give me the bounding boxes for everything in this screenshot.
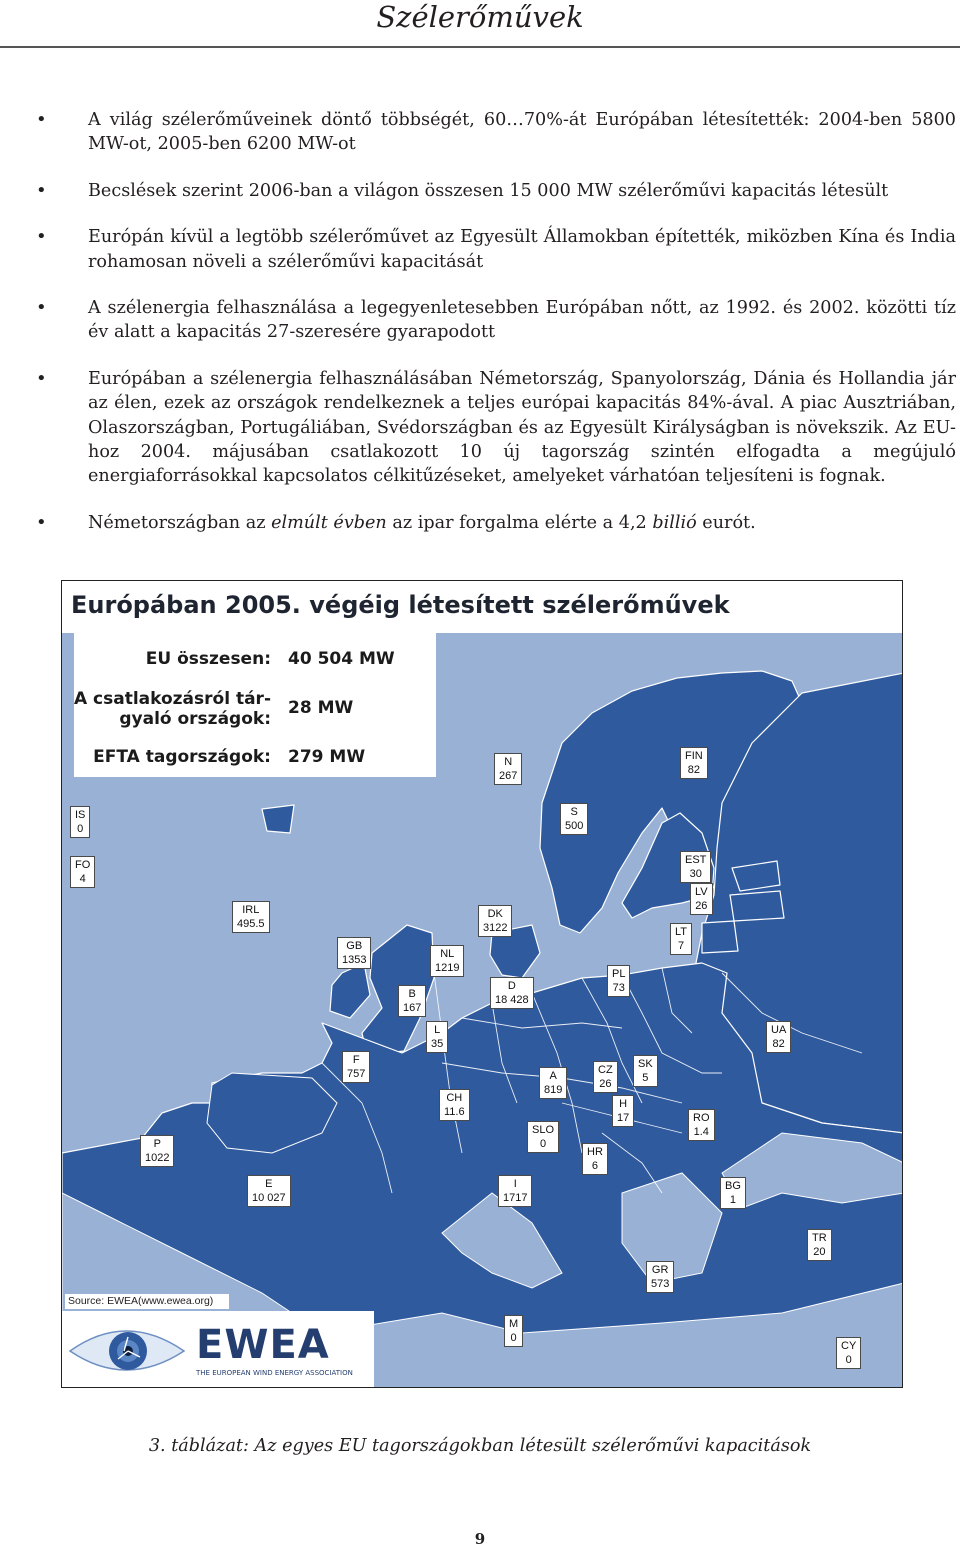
country-code: FO <box>75 859 91 871</box>
country-label-cz <box>593 1061 618 1093</box>
country-code: CY <box>841 1340 857 1352</box>
country-capacity: 819 <box>544 1084 563 1096</box>
europe-wind-map <box>61 580 903 1388</box>
country-code: A <box>549 1070 557 1082</box>
country-code: IS <box>75 809 86 821</box>
country-code: B <box>408 988 416 1000</box>
summary-box <box>74 633 436 777</box>
ewea-logo <box>62 1311 374 1388</box>
bullet-text-em: billió <box>652 512 697 533</box>
country-capacity: 500 <box>565 820 584 832</box>
country-capacity: 267 <box>499 770 518 782</box>
country-capacity: 6 <box>591 1160 598 1172</box>
figure-caption: 3. táblázat: Az egyes EU tagországokban létesült szélerőművi kapacitások <box>148 1436 812 1456</box>
country-capacity: 3122 <box>483 922 508 934</box>
country-code: E <box>265 1178 273 1190</box>
bullet-text-em: elmúlt évben <box>271 512 387 533</box>
candidates-value: 28 MW <box>288 698 354 718</box>
country-label-i <box>498 1175 532 1207</box>
country-capacity: 5 <box>642 1072 649 1084</box>
efta-label: EFTA tagországok: <box>93 747 271 767</box>
country-label-cy <box>836 1337 861 1369</box>
country-label-hr <box>582 1143 608 1175</box>
bullet-item: • A világ szélerőműveinek döntő többségét, 60…70%-át Európában létesítették: 2004-ben 5800 MW-ot, 2005-ben 6200 MW-ot <box>36 108 956 157</box>
country-code: BG <box>725 1180 741 1192</box>
country-code: M <box>509 1318 519 1330</box>
country-capacity: 1.4 <box>693 1126 709 1138</box>
country-capacity: 1717 <box>503 1192 528 1204</box>
country-capacity: 4 <box>79 873 86 885</box>
country-label-l <box>426 1021 448 1053</box>
country-label-h <box>612 1095 634 1127</box>
ewea-logo-text: EWEA <box>196 1322 330 1368</box>
country-label-n <box>494 753 522 785</box>
country-label-lv <box>690 883 713 915</box>
country-code: CZ <box>598 1064 613 1076</box>
country-code: F <box>352 1054 360 1066</box>
country-capacity: 17 <box>617 1112 630 1124</box>
country-code: HR <box>587 1146 603 1158</box>
title-divider <box>0 46 960 48</box>
map-header <box>62 581 902 633</box>
country-code: P <box>153 1138 161 1150</box>
eu-total-label: EU összesen: <box>145 649 271 669</box>
country-code: FIN <box>685 750 703 762</box>
bullet-item: • Európában a szélenergia felhasználásában Németország, Spanyolország, Dánia és Hollandia jár az élen, ezek az országok rendelkeznek a teljes európai kapacitás 84%-ával. A piac Ausztriában, Olaszországban, Portugáliában, Svédországban és az Egyesült Királyságban is növekszik. Az EU-hoz 2004. májusában csatlakozott 10 új tagország szintén elfogadta a megújuló energiaforrásokkal kapcsolatos célkitűzéseket, amelyeket várhatóan teljesíteni is fognak. <box>36 367 956 489</box>
country-label-p <box>140 1135 174 1167</box>
country-code: SK <box>638 1058 653 1070</box>
ewea-logo-subtitle: THE EUROPEAN WIND ENERGY ASSOCIATION <box>196 1369 353 1377</box>
country-capacity: 1022 <box>145 1152 170 1164</box>
bullet-item: • A szélenergia felhasználása a legegyenletesebben Európában nőtt, az 1992. és 2002. közötti tíz év alatt a kapacitás 27-szeresére gyarapodott <box>36 296 956 345</box>
country-capacity: 26 <box>599 1078 612 1090</box>
candidates-label-line1: A csatlakozásról tár- <box>73 689 271 709</box>
country-label-gr <box>646 1261 674 1293</box>
bullet-text-mid: az ipar forgalma elérte a 4,2 <box>386 512 653 533</box>
country-label-is <box>70 806 90 838</box>
country-label-f <box>342 1051 370 1083</box>
country-capacity: 7 <box>677 940 685 952</box>
country-code: CH <box>446 1092 463 1104</box>
country-capacity: 10 027 <box>252 1192 286 1204</box>
country-label-lt <box>670 923 692 955</box>
country-capacity: 1353 <box>342 954 367 966</box>
country-capacity: 26 <box>695 900 708 912</box>
country-code: NL <box>440 948 455 960</box>
bullet-item <box>36 511 956 535</box>
country-label-irl <box>232 901 270 933</box>
country-code: IRL <box>242 904 260 916</box>
country-code: EST <box>685 854 707 866</box>
country-label-dk <box>478 905 512 937</box>
country-code: H <box>619 1098 628 1110</box>
country-label-slo <box>527 1121 559 1153</box>
country-capacity: 82 <box>687 764 700 776</box>
country-capacity: 0 <box>845 1354 852 1366</box>
bullet-item: • Becslések szerint 2006-ban a világon összesen 15 000 MW szélerőművi kapacitás létesült <box>36 179 956 203</box>
eu-total-value: 40 504 MW <box>288 649 395 669</box>
country-label-e <box>247 1175 291 1207</box>
country-capacity: 82 <box>772 1038 785 1050</box>
country-capacity: 167 <box>403 1002 422 1014</box>
eye-icon <box>62 1311 190 1388</box>
country-label-tr <box>807 1229 832 1261</box>
country-label-b <box>398 985 426 1017</box>
country-capacity: 20 <box>813 1246 826 1258</box>
country-capacity: 757 <box>347 1068 366 1080</box>
bullet-text-pre: Németországban az <box>88 512 272 533</box>
country-label-gb <box>337 937 371 969</box>
country-label-est <box>680 851 711 883</box>
page-title: Szélerőművek <box>376 0 584 34</box>
country-code: D <box>507 980 516 992</box>
candidates-label-line2: gyaló országok: <box>119 709 271 729</box>
country-code: L <box>434 1024 441 1036</box>
country-code: LV <box>695 886 708 898</box>
country-capacity: 18 428 <box>495 994 529 1006</box>
country-label-d <box>490 977 534 1009</box>
country-code: RO <box>693 1112 710 1124</box>
country-label-ch <box>439 1089 470 1121</box>
country-capacity: 0 <box>77 823 84 835</box>
country-capacity: 73 <box>612 982 625 994</box>
country-capacity: 1219 <box>435 962 460 974</box>
bullet-text-post: eurót. <box>696 512 756 533</box>
country-label-sk <box>633 1055 658 1087</box>
country-label-ua <box>766 1021 791 1053</box>
country-label-fo <box>70 856 95 888</box>
country-capacity: 495.5 <box>237 918 265 930</box>
source-note: Source: EWEA(www.ewea.org) <box>65 1294 229 1309</box>
bullet-list <box>36 108 956 557</box>
country-label-nl <box>430 945 464 977</box>
country-code: DK <box>487 908 503 920</box>
efta-value: 279 MW <box>288 747 366 767</box>
country-capacity: 35 <box>431 1038 444 1050</box>
country-code: I <box>513 1178 517 1190</box>
country-code: LT <box>675 926 688 938</box>
country-code: UA <box>771 1024 787 1036</box>
country-label-m <box>504 1315 523 1347</box>
country-code: GB <box>346 940 363 952</box>
country-label-ro <box>688 1109 715 1141</box>
country-label-pl <box>607 965 630 997</box>
country-capacity: 573 <box>651 1278 670 1290</box>
country-capacity: 11.6 <box>444 1106 465 1118</box>
country-capacity: 0 <box>510 1332 517 1344</box>
country-code: N <box>504 756 513 768</box>
country-label-fin <box>680 747 708 779</box>
map-title: Európában 2005. végéig létesített szélerőművek <box>71 591 730 619</box>
country-code: TR <box>812 1232 827 1244</box>
bullet-item: • Európán kívül a legtöbb szélerőművet az Egyesült Államokban építették, miközben Kína és India rohamosan növeli a szélerőművi kapacitását <box>36 225 956 274</box>
country-label-a <box>539 1067 567 1099</box>
country-code: S <box>570 806 578 818</box>
country-capacity: 0 <box>539 1138 547 1150</box>
page-number: 9 <box>474 1530 486 1548</box>
country-capacity: 1 <box>729 1194 737 1206</box>
country-label-bg <box>720 1177 746 1209</box>
country-code: PL <box>612 968 626 980</box>
country-label-s <box>560 803 588 835</box>
country-code: GR <box>651 1264 669 1276</box>
country-code: SLO <box>532 1124 555 1136</box>
country-capacity: 30 <box>689 868 702 880</box>
